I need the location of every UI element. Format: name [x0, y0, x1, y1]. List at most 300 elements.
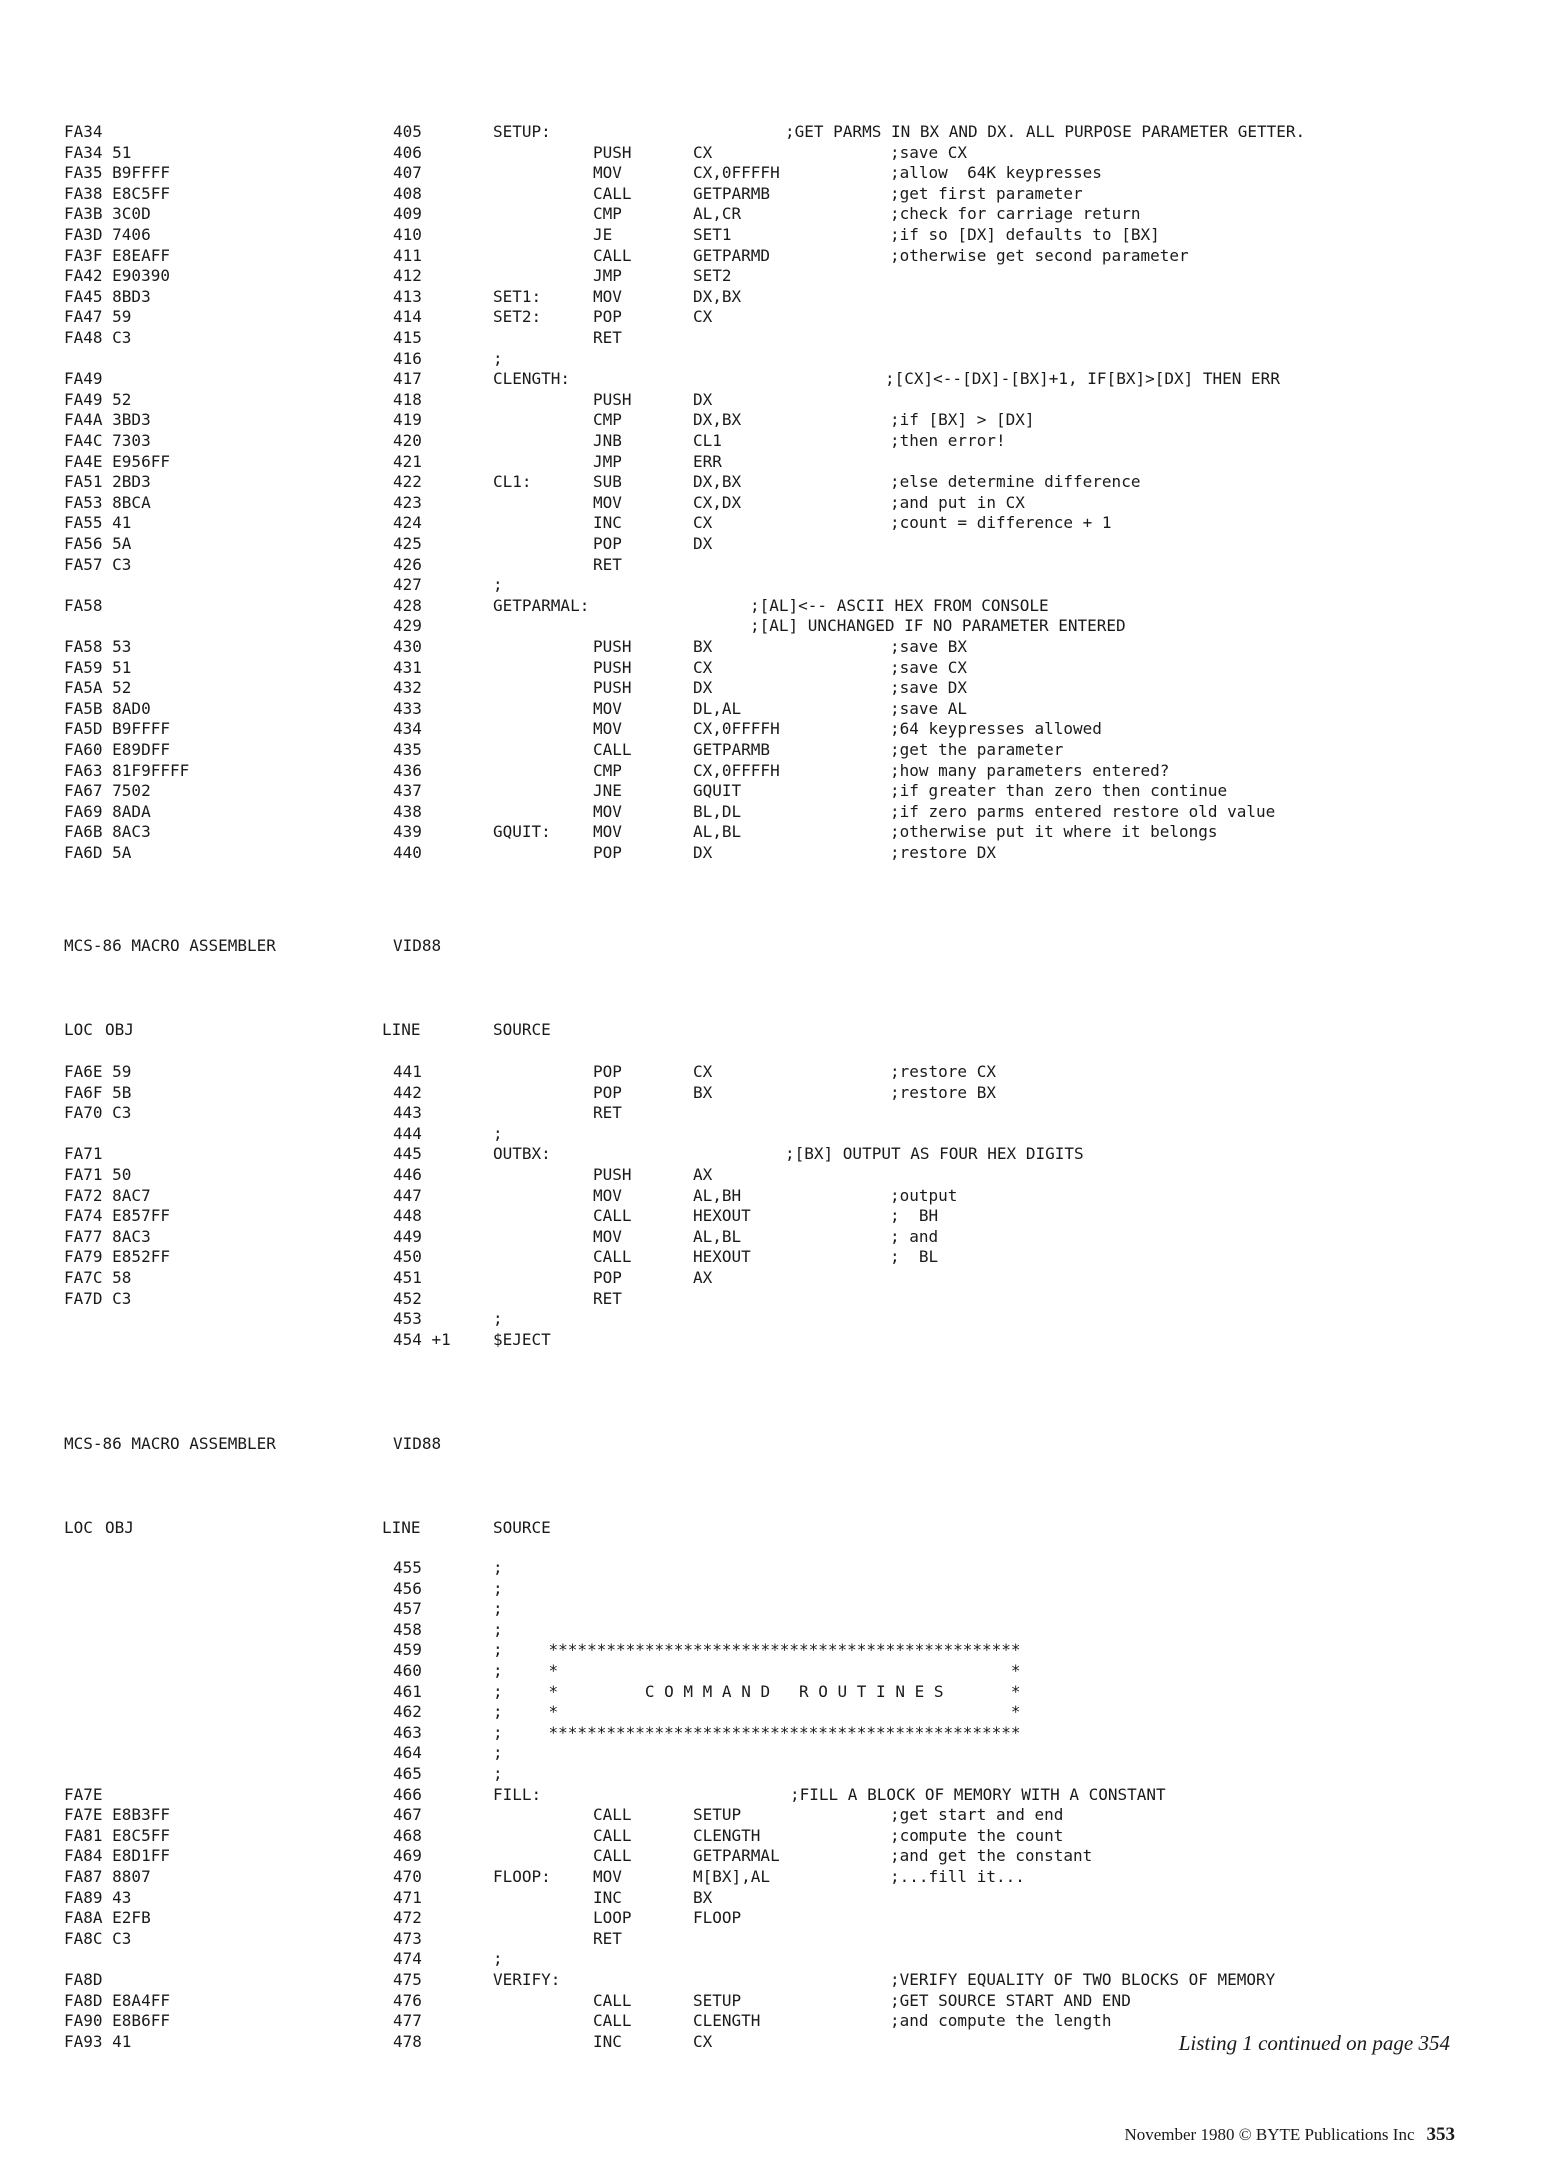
source-label: ; [493, 575, 503, 595]
operand: SET1 [693, 225, 732, 244]
mnemonic: MOV [593, 698, 622, 718]
comment: ;count = difference + 1 [890, 513, 1112, 533]
listing-line [0, 637, 1551, 657]
col-source: SOURCE [493, 1518, 551, 1537]
mnemonic: PUSH [593, 637, 632, 656]
loc-obj: FA48 C3 [64, 328, 132, 347]
line-number: 405 [393, 122, 422, 141]
mnemonic: CALL [593, 740, 632, 759]
source-label: ; [493, 1949, 503, 1969]
banner-text: * C O M M A N D R O U T I N E S * [510, 1681, 1021, 1701]
line-number: 465 [393, 1764, 422, 1783]
line-number: 454 +1 [393, 1329, 451, 1349]
listing-line [0, 1743, 1551, 1763]
mnemonic: INC [593, 1887, 622, 1907]
loc-obj: FA71 50 [64, 1165, 132, 1184]
loc-obj: FA71 [64, 1144, 103, 1164]
line-number: 474 [393, 1949, 422, 1969]
line-number: 429 [393, 616, 422, 636]
operand: M[BX],AL [693, 1867, 771, 1886]
loc-obj: FA5D B9FFFF [64, 719, 170, 739]
source-label: ; [493, 1558, 503, 1577]
line-number: 460 [393, 1661, 422, 1680]
listing-line [0, 1124, 1551, 1144]
comment: ;FILL A BLOCK OF MEMORY WITH A CONSTANT [790, 1784, 1166, 1804]
line-number: 471 [393, 1887, 422, 1907]
operand: AL,CR [693, 204, 742, 224]
comment: ;check for carriage return [890, 204, 1141, 224]
source-label: GETPARMAL: [493, 595, 590, 615]
mnemonic: JNB [593, 431, 622, 450]
comment: ;allow 64K keypresses [890, 163, 1102, 183]
listing-line [0, 1908, 1551, 1928]
mnemonic: CMP [593, 204, 622, 224]
mnemonic: CALL [593, 1990, 632, 2010]
mnemonic: PUSH [593, 678, 632, 698]
comment: ;restore BX [890, 1082, 996, 1102]
comment: ;save CX [890, 142, 968, 162]
line-number: 444 [393, 1123, 422, 1143]
mnemonic: CALL [593, 1206, 632, 1226]
loc-obj: FA6F 5B [64, 1082, 132, 1102]
loc-obj: FA58 53 [64, 637, 132, 656]
operand: CX,0FFFFH [693, 760, 780, 780]
listing-line [0, 761, 1551, 781]
listing-line [0, 1186, 1551, 1206]
comment: ;...fill it... [890, 1867, 1025, 1886]
loc-obj: FA63 81F9FFFF [64, 760, 190, 780]
operand: HEXOUT [693, 1247, 751, 1267]
mnemonic: RET [593, 1928, 622, 1948]
mnemonic: INC [593, 2031, 622, 2051]
loc-obj: FA59 51 [64, 657, 132, 677]
line-number: 449 [393, 1226, 422, 1246]
comment: ;output [890, 1185, 958, 1205]
listing-line [0, 122, 1551, 142]
loc-obj: FA7C 58 [64, 1268, 132, 1287]
comment: ; and [890, 1226, 939, 1246]
line-number: 409 [393, 204, 422, 224]
mnemonic: CALL [593, 245, 632, 265]
listing-line [0, 1702, 1551, 1722]
listing-line [0, 555, 1551, 575]
banner-text: ************************************************* [510, 1640, 1021, 1660]
operand: HEXOUT [693, 1206, 751, 1226]
mnemonic: POP [593, 1268, 622, 1287]
line-number: 412 [393, 266, 422, 286]
mnemonic: MOV [593, 822, 622, 842]
listing-line [0, 740, 1551, 760]
operand: CX,0FFFFH [693, 163, 780, 183]
source-label: ; [493, 1599, 503, 1619]
listing-line [0, 1846, 1551, 1866]
line-number: 424 [393, 513, 422, 533]
banner-text: ************************************************* [510, 1722, 1021, 1742]
loc-obj: FA8D E8A4FF [64, 1990, 170, 2010]
mnemonic: CALL [593, 2011, 632, 2031]
operand: CX [693, 142, 713, 162]
source-label: CLENGTH: [493, 369, 571, 389]
loc-obj: FA34 51 [64, 142, 132, 162]
col-obj: OBJ [105, 1020, 134, 1039]
operand: GETPARMB [693, 740, 771, 759]
comment: ;[BX] OUTPUT AS FOUR HEX DIGITS [785, 1144, 1084, 1164]
operand: DX [693, 534, 713, 553]
line-number: 427 [393, 575, 422, 595]
listing-line [0, 307, 1551, 327]
mnemonic: JMP [593, 266, 622, 286]
loc-obj: FA87 8807 [64, 1867, 151, 1886]
listing-line [0, 1661, 1551, 1681]
line-number: 468 [393, 1825, 422, 1845]
operand: CX [693, 657, 713, 677]
comment: ;if so [DX] defaults to [BX] [890, 225, 1160, 244]
listing-line [0, 1579, 1551, 1599]
loc-obj: FA70 C3 [64, 1103, 132, 1123]
line-number: 469 [393, 1846, 422, 1866]
line-number: 420 [393, 431, 422, 450]
line-number: 422 [393, 472, 422, 492]
loc-obj: FA57 C3 [64, 554, 132, 574]
continued-note: Listing 1 continued on page 354 [1178, 2031, 1450, 2055]
listing-line [0, 1620, 1551, 1640]
page-footer [1090, 2122, 1455, 2148]
mnemonic: POP [593, 843, 622, 862]
line-number: 443 [393, 1103, 422, 1123]
loc-obj: FA49 [64, 369, 103, 389]
comment: ;GET SOURCE START AND END [890, 1990, 1131, 2010]
listing-line [0, 410, 1551, 430]
comment: ;save BX [890, 637, 968, 656]
source-label: OUTBX: [493, 1144, 551, 1164]
operand: DX [693, 843, 713, 862]
banner-text: * * [510, 1661, 1021, 1680]
loc-obj: FA3B 3C0D [64, 204, 151, 224]
listing-line [0, 1764, 1551, 1784]
source-label: ; [493, 1681, 503, 1701]
line-number: 438 [393, 801, 422, 821]
comment: ;if greater than zero then continue [890, 781, 1228, 801]
line-number: 417 [393, 369, 422, 389]
mnemonic: RET [593, 554, 622, 574]
comment: ;get start and end [890, 1805, 1064, 1825]
line-number: 419 [393, 410, 422, 430]
line-number: 436 [393, 760, 422, 780]
line-number: 435 [393, 740, 422, 759]
loc-obj: FA53 8BCA [64, 492, 151, 512]
operand: AL,BL [693, 822, 742, 842]
operand: CLENGTH [693, 2011, 761, 2031]
listing-line [0, 1826, 1551, 1846]
mnemonic: PUSH [593, 389, 632, 409]
mnemonic: CALL [593, 1846, 632, 1866]
line-number: 441 [393, 1062, 422, 1081]
operand: BX [693, 1082, 713, 1102]
line-number: 410 [393, 225, 422, 244]
line-number: 456 [393, 1578, 422, 1598]
comment: ;if zero parms entered restore old value [890, 801, 1276, 821]
col-line: LINE [382, 1020, 421, 1039]
page-number: 353 [1426, 2124, 1455, 2145]
listing-line [0, 534, 1551, 554]
listing-line [0, 143, 1551, 163]
listing-line [0, 1206, 1551, 1226]
listing-line [0, 390, 1551, 410]
mnemonic: POP [593, 1062, 622, 1081]
loc-obj: FA4A 3BD3 [64, 410, 151, 430]
listing-line [0, 843, 1551, 863]
mnemonic: CALL [593, 1825, 632, 1845]
loc-obj: FA55 41 [64, 513, 132, 533]
mnemonic: CALL [593, 183, 632, 203]
operand: DX [693, 389, 713, 409]
line-number: 411 [393, 245, 422, 265]
comment: ;restore DX [890, 843, 996, 862]
line-number: 448 [393, 1206, 422, 1226]
listing-line [0, 575, 1551, 595]
loc-obj: FA47 59 [64, 307, 132, 327]
line-number: 470 [393, 1867, 422, 1886]
comment: ;save AL [890, 698, 968, 718]
source-label: ; [493, 1702, 503, 1722]
line-number: 408 [393, 183, 422, 203]
loc-obj: FA93 41 [64, 2031, 132, 2051]
loc-obj: FA8D [64, 1970, 103, 1989]
listing-line [0, 163, 1551, 183]
listing-line [0, 1682, 1551, 1702]
operand: AL,BL [693, 1226, 742, 1246]
listing-line [0, 678, 1551, 698]
comment: ;otherwise get second parameter [890, 245, 1189, 265]
line-number: 458 [393, 1619, 422, 1639]
mnemonic: JNE [593, 781, 622, 801]
assembler-name: MCS-86 MACRO ASSEMBLER [64, 936, 276, 955]
operand: DX,BX [693, 410, 742, 430]
listing-line [0, 1558, 1551, 1578]
operand: CX [693, 1062, 713, 1081]
listing-line [0, 616, 1551, 636]
operand: GETPARMAL [693, 1846, 780, 1866]
module-name: VID88 [393, 1434, 442, 1453]
operand: DX [693, 678, 713, 698]
line-number: 446 [393, 1165, 422, 1184]
line-number: 472 [393, 1908, 422, 1928]
operand: CLENGTH [693, 1825, 761, 1845]
mnemonic: POP [593, 307, 622, 327]
listing-line [0, 1330, 1551, 1350]
loc-obj: FA5A 52 [64, 678, 132, 698]
listing-line [0, 1929, 1551, 1949]
listing-line [0, 1062, 1551, 1082]
listing-line [0, 246, 1551, 266]
column-header-a [0, 1020, 1551, 1040]
operand: CX [693, 513, 713, 533]
comment: ;then error! [890, 431, 1006, 450]
loc-obj: FA6E 59 [64, 1062, 132, 1081]
line-number: 461 [393, 1681, 422, 1701]
source-label: ; [493, 1661, 503, 1680]
listing-line [0, 822, 1551, 842]
line-number: 416 [393, 348, 422, 368]
col-line: LINE [382, 1518, 421, 1537]
operand: ERR [693, 451, 722, 471]
listing-line [0, 1785, 1551, 1805]
line-number: 464 [393, 1743, 422, 1763]
line-number: 462 [393, 1702, 422, 1722]
listing-line [0, 1640, 1551, 1660]
loc-obj: FA38 E8C5FF [64, 183, 170, 203]
loc-obj: FA7E E8B3FF [64, 1805, 170, 1825]
mnemonic: MOV [593, 163, 622, 183]
listing-line [0, 493, 1551, 513]
mnemonic: POP [593, 1082, 622, 1102]
listing-line [0, 699, 1551, 719]
loc-obj: FA72 8AC7 [64, 1185, 151, 1205]
source-label: ; [493, 1123, 503, 1143]
listing-line [0, 204, 1551, 224]
mnemonic: RET [593, 1103, 622, 1123]
comment: ;save DX [890, 678, 968, 698]
line-number: 434 [393, 719, 422, 739]
comment: ;restore CX [890, 1062, 996, 1081]
mnemonic: RET [593, 1288, 622, 1308]
loc-obj: FA3F E8EAFF [64, 245, 170, 265]
mnemonic: JMP [593, 451, 622, 471]
mnemonic: LOOP [593, 1908, 632, 1928]
listing-line [0, 225, 1551, 245]
line-number: 459 [393, 1640, 422, 1660]
column-header-b [0, 1518, 1551, 1538]
operand: BL,DL [693, 801, 742, 821]
comment: ;compute the count [890, 1825, 1064, 1845]
source-label: ; [493, 1722, 503, 1742]
listing-line [0, 781, 1551, 801]
operand: GETPARMD [693, 245, 771, 265]
listing-line [0, 596, 1551, 616]
loc-obj: FA51 2BD3 [64, 472, 151, 492]
operand: CX,DX [693, 492, 742, 512]
comment: ;VERIFY EQUALITY OF TWO BLOCKS OF MEMORY [890, 1970, 1276, 1989]
line-number: 450 [393, 1247, 422, 1267]
comment: ;[AL]<-- ASCII HEX FROM CONSOLE [750, 595, 1049, 615]
comment: ; BH [890, 1206, 939, 1226]
listing-line [0, 1867, 1551, 1887]
col-loc: LOC [64, 1518, 93, 1537]
listing-line [0, 1165, 1551, 1185]
source-label: ; [493, 1640, 503, 1660]
line-number: 466 [393, 1784, 422, 1804]
operand: DX,BX [693, 286, 742, 306]
loc-obj: FA34 [64, 122, 103, 141]
source-label: CL1: [493, 472, 532, 492]
operand: CX [693, 307, 713, 327]
listing-line [0, 184, 1551, 204]
assembler-header-a [0, 936, 1551, 956]
operand: GQUIT [693, 781, 742, 801]
loc-obj: FA74 E857FF [64, 1206, 170, 1226]
loc-obj: FA45 8BD3 [64, 286, 151, 306]
listing-line [0, 1970, 1551, 1990]
footer-credit: November 1980 © BYTE Publications Inc [1124, 2125, 1415, 2144]
source-label: $EJECT [493, 1329, 551, 1349]
line-number: 452 [393, 1288, 422, 1308]
line-number: 478 [393, 2031, 422, 2051]
line-number: 407 [393, 163, 422, 183]
listing-line [0, 1227, 1551, 1247]
mnemonic: CALL [593, 1805, 632, 1825]
line-number: 439 [393, 822, 422, 842]
listing-line [0, 266, 1551, 286]
mnemonic: CMP [593, 760, 622, 780]
mnemonic: PUSH [593, 657, 632, 677]
operand: BX [693, 1887, 713, 1907]
line-number: 423 [393, 492, 422, 512]
operand: CL1 [693, 431, 722, 450]
listing-line [0, 431, 1551, 451]
line-number: 415 [393, 328, 422, 347]
line-number: 442 [393, 1082, 422, 1102]
listing-line [0, 369, 1551, 389]
source-label: VERIFY: [493, 1970, 561, 1989]
loc-obj: FA8A E2FB [64, 1908, 151, 1928]
line-number: 425 [393, 534, 422, 553]
listing-line [0, 1723, 1551, 1743]
line-number: 431 [393, 657, 422, 677]
loc-obj: FA60 E89DFF [64, 740, 170, 759]
loc-obj: FA42 E90390 [64, 266, 170, 286]
line-number: 432 [393, 678, 422, 698]
source-label: ; [493, 1619, 503, 1639]
mnemonic: MOV [593, 492, 622, 512]
listing-line [0, 287, 1551, 307]
source-label: ; [493, 348, 503, 368]
col-source: SOURCE [493, 1020, 551, 1039]
line-number: 440 [393, 843, 422, 862]
loc-obj: FA3D 7406 [64, 225, 151, 244]
comment: ;save CX [890, 657, 968, 677]
operand: GETPARMB [693, 183, 771, 203]
source-label: ; [493, 1309, 503, 1329]
loc-obj: FA58 [64, 595, 103, 615]
mnemonic: INC [593, 513, 622, 533]
comment: ;[CX]<--[DX]-[BX]+1, IF[BX]>[DX] THEN ERR [885, 369, 1280, 389]
loc-obj: FA6D 5A [64, 843, 132, 862]
source-label: FILL: [493, 1784, 542, 1804]
loc-obj: FA69 8ADA [64, 801, 151, 821]
comment: ;[AL] UNCHANGED IF NO PARAMETER ENTERED [750, 616, 1126, 636]
loc-obj: FA35 B9FFFF [64, 163, 170, 183]
listing-line [0, 1268, 1551, 1288]
source-label: FLOOP: [493, 1867, 551, 1886]
source-label: ; [493, 1743, 503, 1763]
source-label: ; [493, 1578, 503, 1598]
line-number: 445 [393, 1144, 422, 1164]
mnemonic: PUSH [593, 1165, 632, 1184]
operand: BX [693, 637, 713, 656]
line-number: 477 [393, 2011, 422, 2031]
line-number: 414 [393, 307, 422, 327]
listing-line [0, 472, 1551, 492]
listing-line [0, 1949, 1551, 1969]
listing-line [0, 1599, 1551, 1619]
mnemonic: MOV [593, 719, 622, 739]
comment: ;and put in CX [890, 492, 1025, 512]
line-number: 428 [393, 595, 422, 615]
line-number: 453 [393, 1309, 422, 1329]
operand: DX,BX [693, 472, 742, 492]
source-label: SET1: [493, 286, 542, 306]
listing-line [0, 1103, 1551, 1123]
